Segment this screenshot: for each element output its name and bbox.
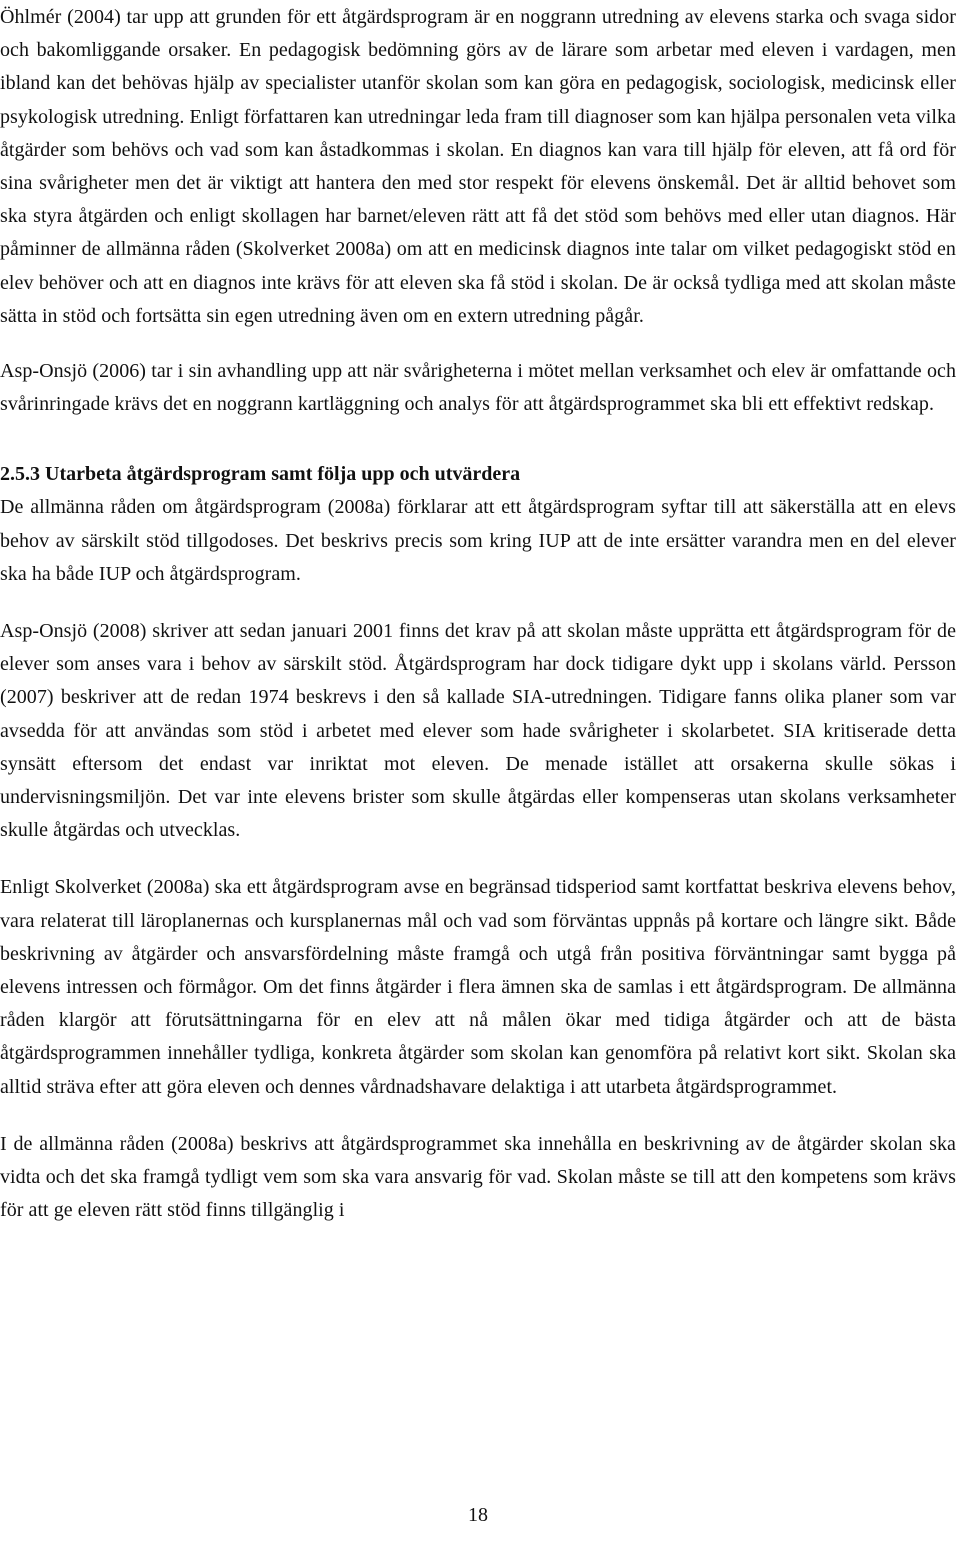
section-heading: 2.5.3 Utarbeta åtgärdsprogram samt följa upp och utvärdera [0,463,521,486]
paragraph-asp-onsjo-2006: Asp-Onsjö (2006) tar i sin avhandling upp att när svårigheterna i mötet mellan verksamhet och elev är omfattande och svårinringade krävs det en noggrann kartläggning och analys för att åtgärdsprogrammet ska bli ett effektivt redskap. [0,360,956,416]
page-number: 18 [468,1504,488,1526]
paragraph-diagnosis-investigation: Öhlmér (2004) tar upp att grunden för ett åtgärdsprogram är en noggrann utredning av elevens starka och svaga sidor och bakomliggande orsaker. En pedagogisk bedömning görs av de lärare som arbetar med eleven i vardagen, men ibland kan det behövas hjälp av specialister utanför skolan som kan göra en pedagogisk, sociologisk, medicinsk eller psykologisk utredning. Enligt författaren kan utredningar leda fram till diagnoser som kan hjälpa personalen veta vilka åtgärder som behövs och vad som kan åstadkommas i skolan. En diagnos kan vara till hjälp för eleven, att få ord för sina svårigheter men det är viktigt att hantera den med stor respekt för elevens önskemål. Det är alltid behovet som ska styra åtgärden och enligt skollagen har barnet/eleven rätt att få det stöd som behövs med eller utan diagnos. Här påminner de allmänna råden (Skolverket 2008a) om att en medicinsk diagnos inte talar om vilket pedagogiskt stöd en elev behöver och att en diagnos inte krävs för att eleven ska få stöd i skolan. De är också tydliga med att skolan måste sätta in stöd och fortsätta sin egen utredning även om en extern utredning pågår. [0,6,956,327]
paragraph-general-advice: De allmänna råden om åtgärdsprogram (2008a) förklarar att ett åtgärdsprogram syftar till att säkerställa att en elevs behov av särskilt stöd tillgodoses. Det beskrivs precis som kring IUP att de inte ersätter varandra men en del elever ska ha både IUP och åtgärdsprogram. [0,496,956,585]
paragraph-program-contents: I de allmänna råden (2008a) beskrivs att åtgärdsprogrammet ska innehålla en beskrivning av de åtgärder skolan ska vidta och det ska framgå tydligt vem som ska vara ansvarig för vad. Skolan måste se till att den kompetens som krävs för att ge eleven rätt stöd finns tillgänglig i [0,1132,956,1222]
paragraph-asp-onsjo-2008: Asp-Onsjö (2008) skriver att sedan januari 2001 finns det krav på att skolan måste upprätta ett åtgärdsprogram för de elever som anses vara i behov av särskilt stöd. Åtgärdsprogram har dock tidigare dykt upp i skolans värld. Persson (2007) beskriver att de redan 1974 beskrevs i den så kallade SIA-utredningen. Tidigare fanns olika planer som var avsedda för att användas som stöd i arbetet med elever som hade svårigheter i skolarbetet. SIA kritiserade detta synsätt eftersom det endast var inriktat mot eleven. De menade istället att orsakerna skulle sökas i undervisningsmiljön. Det var inte elevens brister som skulle åtgärdas eller kompenseras utan skolans verksamheter skulle åtgärdas och utvecklas. [0,620,956,842]
paragraph-skolverket-2008a: Enligt Skolverket (2008a) ska ett åtgärdsprogram avse en begränsad tidsperiod samt kortfattat beskriva elevens behov, vara relaterat till läroplanernas och kursplanernas mål och vad som förväntas uppnås på kortare och längre sikt. Både beskrivning av åtgärder och ansvarsfördelning måste framgå och utgå från positiva förväntningar samt bygga på elevens intressen och förmågor. Om det finns åtgärder i flera ämnen ska de samlas i ett åtgärdsprogram. De allmänna råden klargör att förutsättningarna för en elev att nå målen ökar med tidiga åtgärder och att de bästa åtgärdsprogrammen innehåller tydliga, konkreta åtgärder som skolan kan genomföra på relativt kort sikt. Skolan ska alltid sträva efter att göra eleven och dennes vårdnadshavare delaktiga i att utarbeta åtgärdsprogrammet. [0,876,956,1098]
